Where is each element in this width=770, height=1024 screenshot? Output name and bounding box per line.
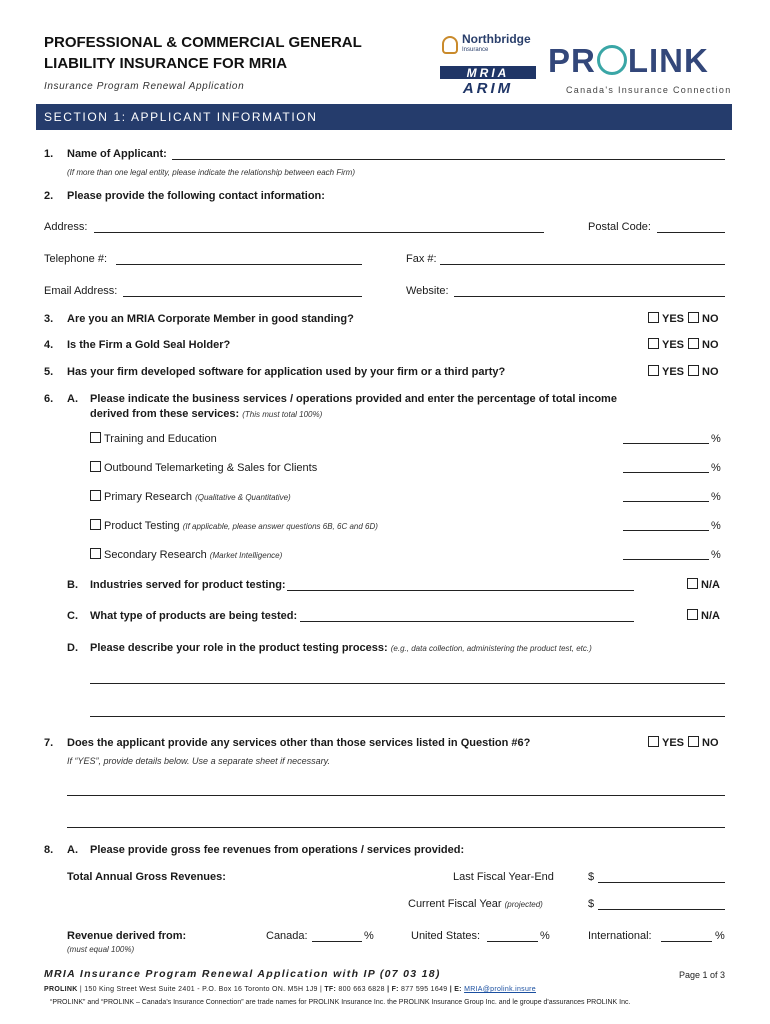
q4-number: 4. (44, 339, 54, 351)
northbridge-name: Northbridge (462, 32, 531, 46)
footer-address (44, 986, 536, 993)
mria-arim-logo (440, 66, 536, 94)
email-field[interactable] (123, 296, 362, 297)
northbridge-sub: Insurance (462, 47, 489, 53)
service-telemarketing-checkbox[interactable] (90, 461, 101, 472)
footer-email-link[interactable]: MRIA@prolink.insure (464, 986, 536, 993)
dollar-sign: $ (588, 898, 595, 910)
service-note: (Market Intelligence) (209, 551, 283, 560)
q4-yes-option[interactable]: YES (648, 338, 684, 351)
percent-sign: % (711, 462, 721, 474)
footer-tf-label: TF: (324, 986, 337, 993)
percent-sign: % (711, 433, 721, 445)
q8a-letter: A. (67, 844, 78, 856)
service-training-checkbox[interactable] (90, 432, 101, 443)
percent-sign: % (715, 930, 725, 942)
percent-sign: % (711, 549, 721, 561)
postal-code-field[interactable] (657, 232, 725, 233)
q6a-note: (This must total 100%) (242, 410, 323, 419)
service-primary-research-checkbox[interactable] (90, 490, 101, 501)
service-product-testing-checkbox[interactable] (90, 519, 101, 530)
footer-fax-label: | F: (387, 986, 399, 993)
service-primary-research-percent-field[interactable] (623, 501, 709, 502)
last-fiscal-year-field[interactable] (598, 882, 725, 883)
postal-code-label: Postal Code: (588, 221, 651, 233)
service-secondary-research-percent-field[interactable] (623, 559, 709, 560)
service-note: (Qualitative & Quantitative) (195, 493, 291, 502)
percent-sign: % (711, 491, 721, 503)
footer-email-label: | E: (449, 986, 462, 993)
applicant-name-field[interactable] (172, 159, 725, 160)
q4-no-option[interactable]: NO (688, 338, 719, 351)
united-states-percent-field[interactable] (487, 941, 538, 942)
address-field[interactable] (94, 232, 544, 233)
service-note: (If applicable, please answer questions 6B, 6C and 6D) (182, 522, 378, 531)
northbridge-mark-icon (442, 36, 458, 54)
prolink-pr: PR (548, 42, 596, 79)
q5-yes-option[interactable]: YES (648, 365, 684, 378)
q5-label: Has your firm developed software for application used by your firm or a third party? (67, 366, 506, 378)
page-number: Page 1 of 3 (679, 970, 726, 980)
address-label: Address: (44, 221, 88, 233)
section-1-heading: SECTION 1: APPLICANT INFORMATION (36, 104, 732, 130)
q6d-label: Please describe your role in the product testing process: (90, 642, 388, 654)
page-title (44, 32, 404, 74)
q6-number: 6. (44, 393, 54, 405)
prolink-link: LINK (627, 42, 709, 79)
fax-field[interactable] (440, 264, 725, 265)
prolink-tagline: Canada's Insurance Connection (566, 85, 732, 95)
page-subtitle: Insurance Program Renewal Application (44, 81, 245, 92)
email-label: Email Address: (44, 285, 118, 297)
q6d-row (90, 642, 592, 654)
q3-number: 3. (44, 313, 54, 325)
footer-tf: 800 663 6828 (338, 986, 385, 993)
current-fiscal-year-field[interactable] (598, 909, 725, 910)
products-tested-field[interactable] (300, 621, 634, 622)
revenue-derived-note: (must equal 100%) (67, 945, 135, 954)
q5-number: 5. (44, 366, 54, 378)
service-label: Secondary Research (104, 549, 207, 561)
q4-label: Is the Firm a Gold Seal Holder? (67, 339, 231, 351)
q6a-line-1: Please indicate the business services / operations provided and enter the percentage of total income (90, 393, 617, 405)
website-label: Website: (406, 285, 449, 297)
international-percent-field[interactable] (661, 941, 712, 942)
footer-trademark: “PROLINK” and “PROLINK – Canada's Insurance Connection” are trade names for PROLINK Insurance Inc. the PROLINK Insurance Group Inc. and le groupe d'assurances PROLINK Inc. (50, 999, 631, 1006)
q6b-na-checkbox[interactable] (687, 578, 698, 589)
telephone-label: Telephone #: (44, 253, 107, 265)
q6c-na-checkbox[interactable] (687, 609, 698, 620)
q6a-line-2: derived from these services: (90, 408, 240, 420)
q7-no-checkbox[interactable] (688, 736, 699, 747)
q1-number: 1. (44, 148, 54, 160)
q3-label: Are you an MRIA Corporate Member in good standing? (67, 313, 354, 325)
q1-label: Name of Applicant: (67, 148, 167, 160)
international-label: International: (588, 930, 652, 942)
q6a-letter: A. (67, 393, 78, 405)
q7-label: Does the applicant provide any services other than those services listed in Question #6? (67, 737, 531, 749)
footer-fax: 877 595 1649 (401, 986, 448, 993)
service-telemarketing-percent-field[interactable] (623, 472, 709, 473)
q6c-label: What type of products are being tested: (90, 610, 298, 622)
q6c-letter: C. (67, 610, 78, 622)
q8-label: Please provide gross fee revenues from operations / services provided: (90, 844, 465, 856)
other-services-line-2[interactable] (67, 827, 725, 828)
current-fiscal-year-row (408, 898, 543, 910)
northbridge-logo (442, 34, 531, 56)
service-primary-research[interactable] (90, 490, 291, 503)
q6b-label: Industries served for product testing: (90, 579, 286, 591)
dollar-sign: $ (588, 871, 595, 883)
q6a-line-2-row (90, 408, 322, 420)
footer-title: MRIA Insurance Program Renewal Application with IP (07 03 18) (44, 968, 441, 980)
q2-label: Please provide the following contact information: (67, 190, 325, 202)
percent-sign: % (364, 930, 374, 942)
percent-sign: % (711, 520, 721, 532)
q5-yes-checkbox[interactable] (648, 365, 659, 376)
q3-yes-checkbox[interactable] (648, 312, 659, 323)
q3-yes-option[interactable]: YES (648, 312, 684, 325)
q6b-letter: B. (67, 579, 78, 591)
current-fiscal-year-label: Current Fiscal Year (408, 898, 502, 910)
total-revenues-label: Total Annual Gross Revenues: (67, 871, 226, 883)
role-description-line-1[interactable] (90, 683, 725, 684)
q6d-letter: D. (67, 642, 78, 654)
role-description-line-2[interactable] (90, 716, 725, 717)
q1-note: (If more than one legal entity, please indicate the relationship between each Firm) (67, 168, 356, 177)
industries-field[interactable] (287, 590, 634, 591)
footer-street: | 150 King Street West Suite 2401 - P.O. Box 16 Toronto ON. M5H 1J9 | (79, 986, 323, 993)
q8-number: 8. (44, 844, 54, 856)
q7-note: If “YES”, provide details below. Use a separate sheet if necessary. (67, 756, 330, 766)
canada-percent-field[interactable] (312, 941, 362, 942)
revenue-derived-label: Revenue derived from: (67, 930, 187, 942)
mria-logo-top: MRIA (466, 66, 510, 80)
service-label: Training and Education (104, 433, 217, 445)
q7-no-option[interactable]: NO (688, 736, 719, 749)
q6b-na-option[interactable]: N/A (687, 578, 720, 591)
q4-yes-checkbox[interactable] (648, 338, 659, 349)
service-label: Primary Research (104, 491, 193, 503)
service-label: Outbound Telemarketing & Sales for Clients (104, 462, 318, 474)
service-secondary-research[interactable] (90, 548, 282, 561)
q3-no-option[interactable]: NO (688, 312, 719, 325)
mria-logo-bottom: ARIM (462, 80, 514, 94)
service-training-percent-field[interactable] (623, 443, 709, 444)
q2-number: 2. (44, 190, 54, 202)
prolink-logo (548, 42, 709, 80)
last-fiscal-year-label: Last Fiscal Year-End (453, 871, 554, 883)
title-line-2: LIABILITY INSURANCE FOR MRIA (44, 55, 288, 72)
q7-yes-checkbox[interactable] (648, 736, 659, 747)
projected-note: (projected) (504, 900, 543, 909)
service-secondary-research-checkbox[interactable] (90, 548, 101, 559)
q6d-note: (e.g., data collection, administering the product test, etc.) (390, 644, 592, 653)
canada-label: Canada: (266, 930, 308, 942)
service-training[interactable] (90, 432, 217, 445)
q7-yes-option[interactable]: YES (648, 736, 684, 749)
united-states-label: United States: (411, 930, 481, 942)
q5-no-checkbox[interactable] (688, 365, 699, 376)
percent-sign: % (540, 930, 550, 942)
q7-number: 7. (44, 737, 54, 749)
fax-label: Fax #: (406, 253, 437, 265)
service-product-testing[interactable] (90, 519, 378, 532)
telephone-field[interactable] (116, 264, 362, 265)
other-services-line-1[interactable] (67, 795, 725, 796)
prolink-ring-icon (597, 45, 627, 75)
website-field[interactable] (454, 296, 725, 297)
title-line-1: PROFESSIONAL & COMMERCIAL GENERAL (44, 34, 362, 51)
q3-no-checkbox[interactable] (688, 312, 699, 323)
footer-brand: PROLINK (44, 986, 78, 993)
q5-no-option[interactable]: NO (688, 365, 719, 378)
service-telemarketing[interactable] (90, 461, 317, 474)
q6c-na-option[interactable]: N/A (687, 609, 720, 622)
service-label: Product Testing (104, 520, 180, 532)
service-product-testing-percent-field[interactable] (623, 530, 709, 531)
q4-no-checkbox[interactable] (688, 338, 699, 349)
